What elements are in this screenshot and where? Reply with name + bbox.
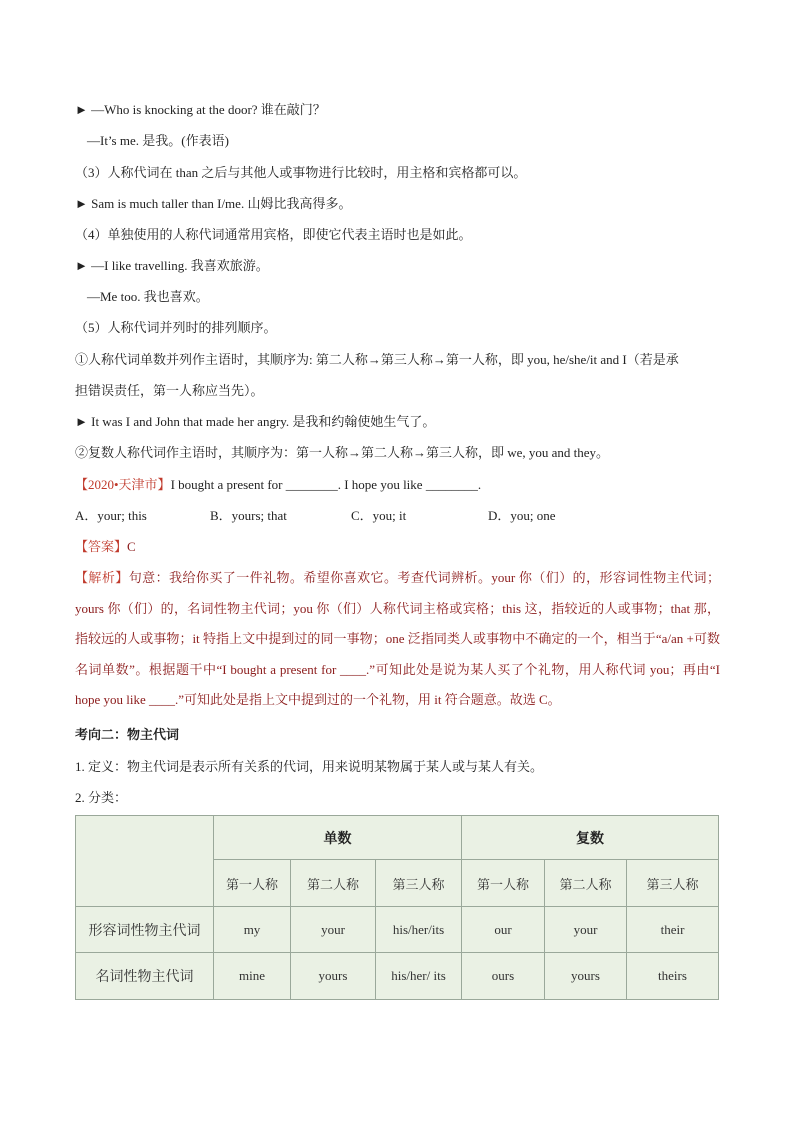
table-cell: his/her/ its bbox=[376, 953, 462, 1000]
table-cell: ours bbox=[462, 953, 545, 1000]
table-cell: your bbox=[291, 907, 376, 953]
analysis bbox=[75, 563, 720, 716]
example-line: ► Sam is much taller than I/me. 山姆比我高得多。 bbox=[75, 196, 352, 211]
option-a: A．your; this bbox=[75, 508, 147, 523]
rule-line: （3）人称代词在 than 之后与其他人或事物进行比较时，用主格和宾格都可以。 bbox=[75, 165, 527, 180]
table-cell: your bbox=[545, 907, 627, 953]
definition-line: 1. 定义：物主代词是表示所有关系的代词，用来说明某物属于某人或与某人有关。 bbox=[75, 759, 544, 774]
table-cell: our bbox=[462, 907, 545, 953]
question-options bbox=[75, 507, 556, 525]
possessive-pronoun-table bbox=[75, 815, 719, 1000]
singular-header: 单数 bbox=[214, 816, 462, 860]
rule-line: （5）人称代词并列时的排列顺序。 bbox=[75, 320, 277, 335]
answer-value: C bbox=[127, 539, 136, 554]
row-label: 形容词性物主代词 bbox=[76, 907, 214, 953]
example-line: —It’s me. 是我。(作表语) bbox=[87, 133, 229, 148]
table-row bbox=[76, 907, 719, 953]
rule-line: ①人称代词单数并列作主语时，其顺序为: 第二人称→第三人称→第一人称，即 you, he/she/it and I（若是承 bbox=[75, 352, 679, 367]
table-cell: yours bbox=[545, 953, 627, 1000]
table-cell: yours bbox=[291, 953, 376, 1000]
table-cell: mine bbox=[214, 953, 291, 1000]
table-header-row bbox=[76, 816, 719, 860]
person-header: 第一人称 bbox=[214, 860, 291, 907]
question bbox=[75, 476, 481, 494]
analysis-tag: 【解析】 bbox=[75, 570, 129, 585]
person-header: 第三人称 bbox=[376, 860, 462, 907]
table-cell: theirs bbox=[627, 953, 719, 1000]
plural-header: 复数 bbox=[462, 816, 719, 860]
question-source-tag: 【2020•天津市】 bbox=[75, 477, 171, 492]
person-header: 第三人称 bbox=[627, 860, 719, 907]
example-line: —Me too. 我也喜欢。 bbox=[87, 289, 209, 304]
person-header: 第二人称 bbox=[291, 860, 376, 907]
question-text: I bought a present for ________. I hope you like ________. bbox=[170, 477, 482, 492]
example-line: ► —Who is knocking at the door? 谁在敲门？ bbox=[75, 102, 326, 117]
table-corner-cell bbox=[76, 816, 214, 907]
example-line: ► —I like travelling. 我喜欢旅游。 bbox=[75, 258, 269, 273]
table-cell: my bbox=[214, 907, 291, 953]
table-row bbox=[76, 953, 719, 1000]
rule-line: 担错误责任，第一人称应当先）。 bbox=[75, 383, 264, 398]
example-line: ► It was I and John that made her angry. 是我和约翰使她生气了。 bbox=[75, 414, 436, 429]
answer-tag: 【答案】 bbox=[75, 539, 128, 554]
rule-line: （4）单独使用的人称代词通常用宾格，即使它代表主语时也是如此。 bbox=[75, 227, 472, 242]
table-cell: his/her/its bbox=[376, 907, 462, 953]
row-label: 名词性物主代词 bbox=[76, 953, 214, 1000]
answer bbox=[75, 538, 136, 556]
table-cell: their bbox=[627, 907, 719, 953]
classification-line: 2. 分类： bbox=[75, 790, 128, 805]
option-c: C．you; it bbox=[351, 508, 407, 523]
person-header: 第一人称 bbox=[462, 860, 545, 907]
option-b: B．yours; that bbox=[210, 508, 287, 523]
option-d: D．you; one bbox=[488, 508, 556, 523]
section-title: 考向二：物主代词 bbox=[75, 727, 180, 742]
analysis-text: 句意：我给你买了一件礼物。希望你喜欢它。考查代词辨析。your 你（们）的，形容词性物主代词；yours 你（们）的，名词性物主代词；you 你（们）人称代词主格或宾格；this 这，指较近的人或事物；that 那，指较远的人或事物；it 特指上文中提到过的同一事物；one 泛指同类人或事物中不确定的一个，相当于“a/an +可数名词单数”。根据题干中“I bought a present for ____.”可知此处是说为某人买了个礼物，用人称代词 you；再由“I hope you like ____.”可知此处是指上文中提到过的一个礼物，用 it 符合题意。故选 C。 bbox=[75, 570, 720, 707]
rule-line: ②复数人称代词作主语时，其顺序为：第一人称→第二人称→第三人称，即 we, you and they。 bbox=[75, 445, 610, 460]
person-header: 第二人称 bbox=[545, 860, 627, 907]
